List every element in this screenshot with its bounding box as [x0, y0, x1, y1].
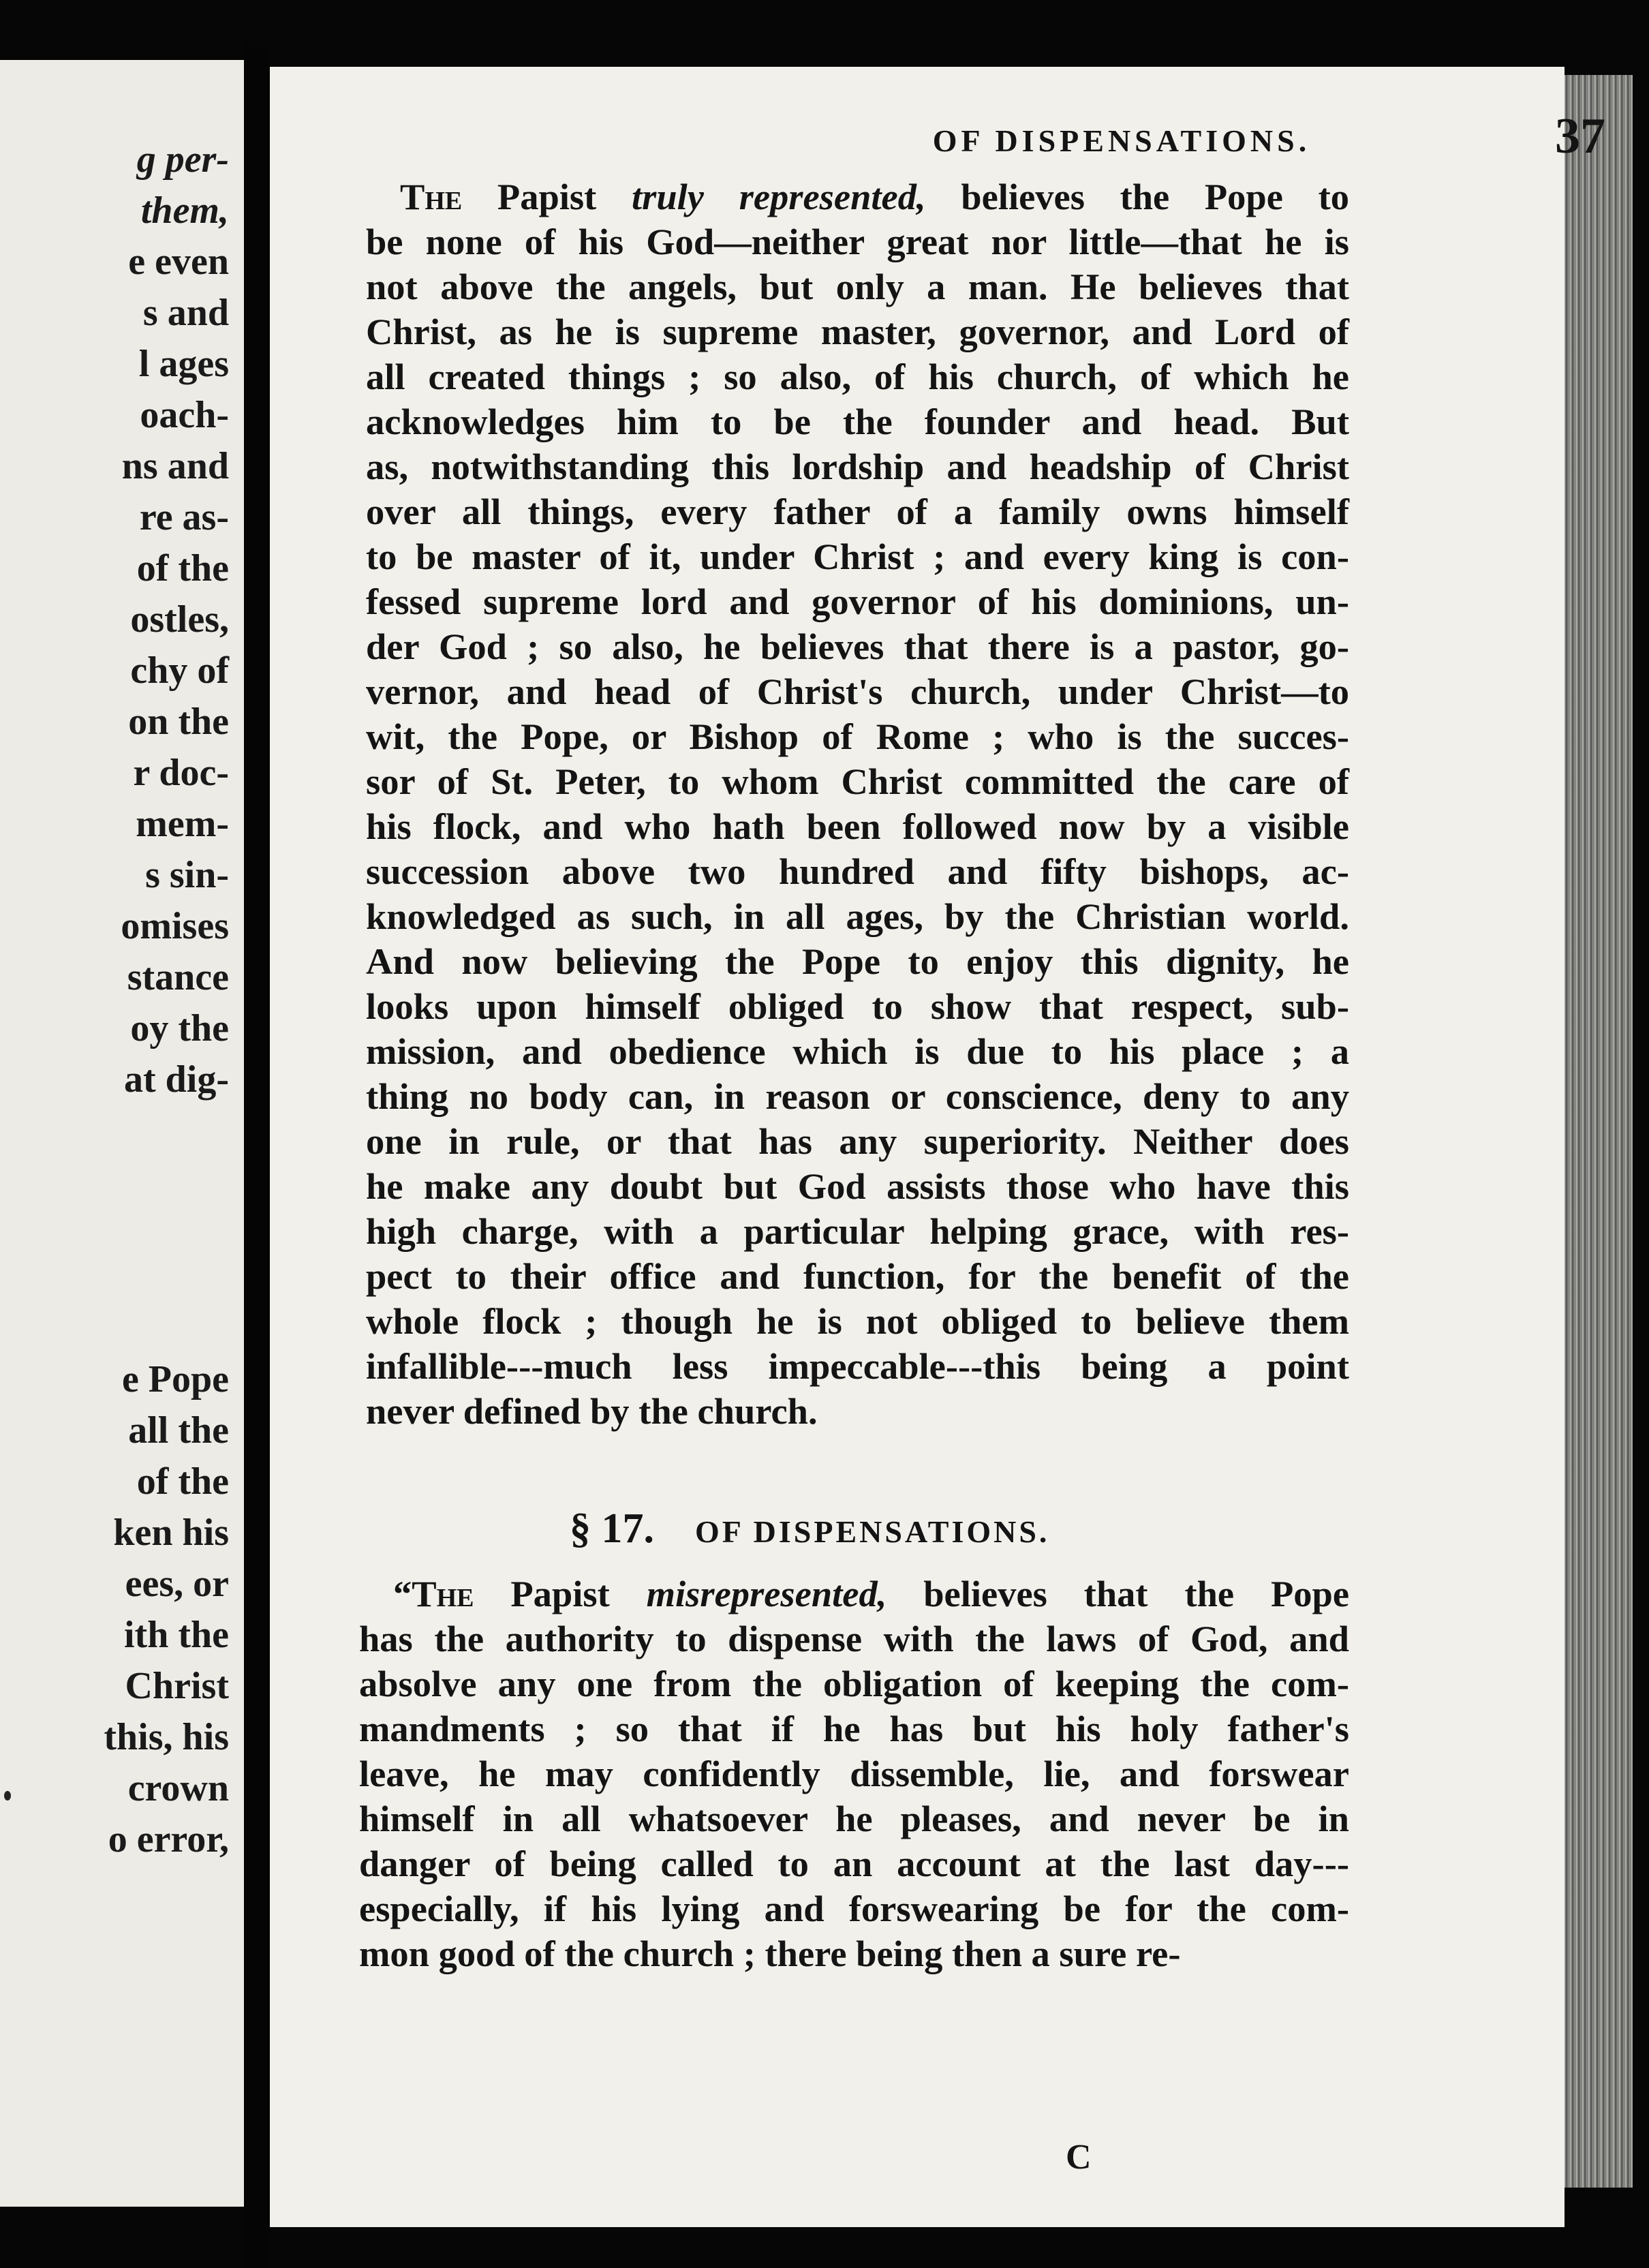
- opening-quote: “: [393, 1573, 412, 1614]
- left-page-fragment: ns and: [121, 445, 229, 487]
- left-page-fragment: ken his: [113, 1512, 229, 1554]
- left-page-fragment: this, his: [104, 1716, 229, 1758]
- running-title: OF DISPENSATIONS.: [932, 123, 1311, 158]
- text-line: mandments ; so that if he has but his holy father's: [359, 1708, 1349, 1749]
- left-page-fragment: l ages: [138, 343, 229, 385]
- text-line: fessed supreme lord and governor of his dominions, un-: [366, 581, 1349, 622]
- text-line: “The Papist misrepresented, believes that the Pope: [393, 1573, 1350, 1614]
- left-page-fragment: s and: [142, 292, 229, 334]
- text-line: himself in all whatsoever he pleases, and never be in: [359, 1798, 1349, 1839]
- text-line: absolve any one from the obligation of keeping the com-: [359, 1663, 1349, 1704]
- text-line: never defined by the church.: [366, 1390, 818, 1432]
- text-line: der God ; so also, he believes that there is a pastor, go-: [366, 626, 1349, 667]
- signature-mark: C: [1066, 2138, 1092, 2177]
- left-page-fragment: oach-: [140, 394, 229, 436]
- lead-word: The: [400, 176, 463, 217]
- text-line: mon good of the church ; there being then a sure re-: [359, 1933, 1181, 1974]
- left-page-fragment: r doc-: [133, 752, 229, 794]
- section-number: § 17.: [570, 1505, 654, 1552]
- text-line: mission, and obedience which is due to his place ; a: [366, 1030, 1349, 1072]
- text-line: he make any doubt but God assists those who have this: [366, 1165, 1349, 1207]
- book-gutter: [244, 41, 270, 2268]
- text-line: acknowledges him to be the founder and head. But: [366, 401, 1349, 442]
- text-line: be none of his God—neither great nor little—that he is: [366, 221, 1349, 262]
- paragraph-misrepresented: [359, 1572, 1349, 1976]
- paragraph-truly-represented: [366, 174, 1349, 1434]
- left-page-fragment: mem-: [136, 803, 229, 845]
- left-page-fragment: Christ: [125, 1665, 229, 1707]
- text-line: as, notwithstanding this lordship and headship of Christ: [366, 446, 1349, 487]
- left-page-fragment: ostles,: [130, 598, 229, 641]
- facing-page-left: [0, 60, 244, 2207]
- left-page-fragment: chy of: [130, 649, 229, 692]
- left-page-fragment: of the: [136, 547, 229, 589]
- left-page-fragment: crown: [127, 1767, 229, 1809]
- running-head: [638, 108, 1605, 169]
- left-page-fragment: g per-: [136, 138, 229, 181]
- text-line: thing no body can, in reason or conscience, deny to any: [366, 1075, 1349, 1117]
- left-page-fragment: of the: [136, 1460, 229, 1503]
- text-line: knowledged as such, in all ages, by the Christian world.: [366, 895, 1349, 937]
- margin-mark: [4, 1791, 11, 1800]
- text-line: his flock, and who hath been followed now by a visible: [366, 806, 1349, 847]
- left-page-fragment: on the: [128, 701, 229, 743]
- text-line: pect to their office and function, for the benefit of the: [366, 1255, 1349, 1297]
- text-line: vernor, and head of Christ's church, under Christ—to: [366, 671, 1349, 712]
- book-page-37: [270, 67, 1605, 2227]
- section-heading: [570, 1505, 1319, 1553]
- text-line: to be master of it, under Christ ; and every king is con-: [366, 536, 1349, 577]
- text-line: The Papist truly represented, believes the Pope to: [400, 176, 1349, 217]
- italic-phrase: misrepresented,: [646, 1573, 887, 1614]
- lead-word: The: [412, 1573, 474, 1614]
- left-page-fragment: e Pope: [121, 1358, 229, 1400]
- text-line: leave, he may confidently dissemble, lie, and forswear: [359, 1753, 1349, 1794]
- italic-phrase: truly represented,: [631, 176, 926, 217]
- text-line: looks upon himself obliged to show that respect, sub-: [366, 985, 1349, 1027]
- left-page-fragment: oy the: [130, 1007, 229, 1049]
- section-title: OF DISPENSATIONS.: [695, 1514, 1050, 1549]
- left-page-fragment: at dig-: [124, 1058, 229, 1101]
- text-line: sor of St. Peter, to whom Christ committed the care of: [366, 761, 1349, 802]
- text-line: one in rule, or that has any superiority. Neither does: [366, 1120, 1349, 1162]
- left-page-fragment: all the: [128, 1409, 229, 1452]
- text-line: has the authority to dispense with the laws of God, and: [359, 1618, 1349, 1659]
- left-page-fragment: them,: [140, 189, 229, 232]
- text-line: Christ, as he is supreme master, governor, and Lord of: [366, 311, 1349, 352]
- left-page-fragment: ees, or: [125, 1563, 229, 1605]
- left-page-fragment: e even: [128, 241, 229, 283]
- text-line: infallible---much less impeccable---this being a point: [366, 1345, 1349, 1387]
- text-line: danger of being called to an account at the last day---: [359, 1843, 1349, 1884]
- left-page-fragment: omises: [121, 905, 229, 947]
- text-line: over all things, every father of a family owns himself: [366, 491, 1349, 532]
- left-page-fragment: ith the: [124, 1614, 229, 1656]
- text-line: all created things ; so also, of his church, of which he: [366, 356, 1349, 397]
- text-line: high charge, with a particular helping grace, with res-: [366, 1210, 1349, 1252]
- text-line: whole flock ; though he is not obliged to believe them: [366, 1300, 1349, 1342]
- left-page-fragment: o error,: [108, 1818, 229, 1860]
- text-line: wit, the Pope, or Bishop of Rome ; who is the succes-: [366, 716, 1349, 757]
- left-page-fragment: s sin-: [145, 854, 229, 896]
- text-line: And now believing the Pope to enjoy this dignity, he: [366, 940, 1349, 982]
- left-page-fragment: stance: [127, 956, 229, 998]
- text-line: especially, if his lying and forswearing be for the com-: [359, 1888, 1349, 1929]
- page-number: 37: [1555, 108, 1605, 164]
- text-line: not above the angels, but only a man. He believes that: [366, 266, 1349, 307]
- text-line: succession above two hundred and fifty bishops, ac-: [366, 850, 1349, 892]
- left-page-fragment: re as-: [139, 496, 229, 538]
